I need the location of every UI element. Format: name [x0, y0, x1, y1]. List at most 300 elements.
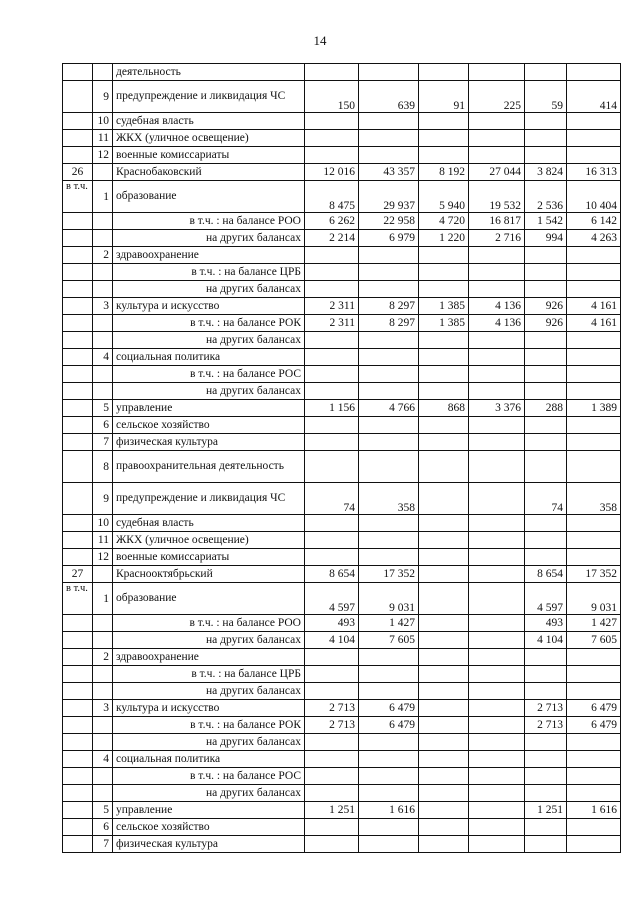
- category-label-cell: на других балансах: [113, 383, 305, 400]
- value-cell: [305, 666, 359, 683]
- value-cell: [419, 566, 469, 583]
- value-cell: 1 156: [305, 400, 359, 417]
- value-cell: [469, 566, 525, 583]
- table-row: [63, 366, 621, 383]
- value-cell: [359, 349, 419, 366]
- value-cell: 4 720: [419, 213, 469, 230]
- value-cell: 43 357: [359, 164, 419, 181]
- category-label-cell: предупреждение и ликвидация ЧС: [113, 81, 305, 113]
- value-cell: [567, 785, 621, 802]
- value-cell: [305, 130, 359, 147]
- value-cell: [419, 768, 469, 785]
- category-label-cell: на других балансах: [113, 332, 305, 349]
- row-number-cell: [63, 683, 93, 700]
- category-label-cell: предупреждение и ликвидация ЧС: [113, 483, 305, 515]
- value-cell: 4 597: [305, 583, 359, 615]
- value-cell: [305, 147, 359, 164]
- category-label-cell: управление: [113, 802, 305, 819]
- value-cell: [567, 64, 621, 81]
- value-cell: [567, 130, 621, 147]
- category-label-cell: на других балансах: [113, 683, 305, 700]
- value-cell: 6 142: [567, 213, 621, 230]
- sub-number-cell: 3: [93, 298, 113, 315]
- sub-number-cell: [93, 785, 113, 802]
- value-cell: 74: [305, 483, 359, 515]
- value-cell: [305, 836, 359, 853]
- sub-number-cell: 5: [93, 802, 113, 819]
- value-cell: 4 104: [525, 632, 567, 649]
- value-cell: 6 479: [567, 717, 621, 734]
- row-number-cell: [63, 264, 93, 281]
- sub-number-cell: 2: [93, 649, 113, 666]
- category-label-cell: образование: [113, 181, 305, 213]
- value-cell: [305, 515, 359, 532]
- value-cell: [419, 819, 469, 836]
- sub-number-cell: 9: [93, 81, 113, 113]
- value-cell: [419, 349, 469, 366]
- value-cell: [567, 332, 621, 349]
- value-cell: [567, 147, 621, 164]
- value-cell: 3 824: [525, 164, 567, 181]
- value-cell: [469, 264, 525, 281]
- value-cell: [469, 700, 525, 717]
- table-row: [63, 802, 621, 819]
- table-row: [63, 836, 621, 853]
- row-number-cell: [63, 113, 93, 130]
- value-cell: [419, 700, 469, 717]
- value-cell: [305, 649, 359, 666]
- value-cell: [359, 734, 419, 751]
- value-cell: [305, 113, 359, 130]
- sub-number-cell: [93, 566, 113, 583]
- value-cell: [359, 768, 419, 785]
- row-number-cell: [63, 451, 93, 483]
- value-cell: [419, 734, 469, 751]
- category-label-cell: здравоохранение: [113, 649, 305, 666]
- row-number-cell: [63, 417, 93, 434]
- row-number-cell: [63, 247, 93, 264]
- value-cell: [305, 434, 359, 451]
- sub-number-cell: [93, 64, 113, 81]
- value-cell: 1 427: [567, 615, 621, 632]
- value-cell: [469, 666, 525, 683]
- table-row: [63, 64, 621, 81]
- table-row: [63, 113, 621, 130]
- value-cell: [419, 434, 469, 451]
- sub-number-cell: 4: [93, 751, 113, 768]
- value-cell: [359, 532, 419, 549]
- value-cell: 225: [469, 81, 525, 113]
- value-cell: 2 713: [305, 717, 359, 734]
- category-label-cell: образование: [113, 583, 305, 615]
- table-row: [63, 298, 621, 315]
- category-label-cell: в т.ч. : на балансе РОС: [113, 366, 305, 383]
- table-row: [63, 332, 621, 349]
- value-cell: [567, 532, 621, 549]
- value-cell: [525, 366, 567, 383]
- value-cell: 91: [419, 81, 469, 113]
- value-cell: [305, 785, 359, 802]
- value-cell: 4 263: [567, 230, 621, 247]
- table-row: [63, 583, 621, 615]
- value-cell: [469, 434, 525, 451]
- value-cell: 10 404: [567, 181, 621, 213]
- value-cell: [419, 532, 469, 549]
- value-cell: [305, 819, 359, 836]
- value-cell: [469, 532, 525, 549]
- table-row: [63, 785, 621, 802]
- table-row: [63, 717, 621, 734]
- value-cell: [469, 147, 525, 164]
- value-cell: [525, 130, 567, 147]
- table-row: [63, 81, 621, 113]
- value-cell: [359, 264, 419, 281]
- category-label-cell: ЖКХ (уличное освещение): [113, 130, 305, 147]
- value-cell: [359, 785, 419, 802]
- value-cell: [359, 417, 419, 434]
- value-cell: 1 616: [567, 802, 621, 819]
- value-cell: 16 817: [469, 213, 525, 230]
- row-number-cell: [63, 549, 93, 566]
- value-cell: [525, 417, 567, 434]
- value-cell: [469, 130, 525, 147]
- value-cell: [469, 483, 525, 515]
- value-cell: [525, 247, 567, 264]
- value-cell: 414: [567, 81, 621, 113]
- value-cell: [359, 836, 419, 853]
- value-cell: [469, 247, 525, 264]
- value-cell: [469, 802, 525, 819]
- category-label-cell: сельское хозяйство: [113, 417, 305, 434]
- table-body: [63, 64, 621, 853]
- value-cell: [359, 515, 419, 532]
- sub-number-cell: [93, 768, 113, 785]
- value-cell: [567, 549, 621, 566]
- table-row: [63, 130, 621, 147]
- value-cell: [525, 451, 567, 483]
- row-number-cell: [63, 802, 93, 819]
- category-label-cell: на других балансах: [113, 632, 305, 649]
- value-cell: 22 958: [359, 213, 419, 230]
- value-cell: [469, 281, 525, 298]
- value-cell: [567, 734, 621, 751]
- value-cell: [359, 247, 419, 264]
- category-label-cell: физическая культура: [113, 434, 305, 451]
- value-cell: 358: [359, 483, 419, 515]
- value-cell: 4 161: [567, 315, 621, 332]
- sub-number-cell: [93, 366, 113, 383]
- value-cell: 8 297: [359, 315, 419, 332]
- table-row: [63, 483, 621, 515]
- value-cell: [305, 264, 359, 281]
- category-label-cell: культура и искусство: [113, 298, 305, 315]
- value-cell: 5 940: [419, 181, 469, 213]
- value-cell: [567, 515, 621, 532]
- value-cell: [359, 64, 419, 81]
- value-cell: [305, 366, 359, 383]
- category-label-cell: на других балансах: [113, 734, 305, 751]
- value-cell: [305, 451, 359, 483]
- value-cell: [419, 64, 469, 81]
- value-cell: [525, 768, 567, 785]
- value-cell: 2 214: [305, 230, 359, 247]
- value-cell: 868: [419, 400, 469, 417]
- value-cell: [419, 264, 469, 281]
- value-cell: 9 031: [359, 583, 419, 615]
- table-row: [63, 734, 621, 751]
- table-row: [63, 434, 621, 451]
- value-cell: 1 542: [525, 213, 567, 230]
- sub-number-cell: 6: [93, 819, 113, 836]
- sub-number-cell: [93, 164, 113, 181]
- value-cell: [305, 549, 359, 566]
- row-number-cell: [63, 230, 93, 247]
- value-cell: 1 251: [525, 802, 567, 819]
- value-cell: 4 136: [469, 315, 525, 332]
- value-cell: [525, 532, 567, 549]
- row-number-cell: [63, 434, 93, 451]
- value-cell: [469, 332, 525, 349]
- value-cell: 6 262: [305, 213, 359, 230]
- category-label-cell: на других балансах: [113, 785, 305, 802]
- sub-number-cell: [93, 615, 113, 632]
- row-number-cell: [63, 64, 93, 81]
- value-cell: [567, 366, 621, 383]
- row-number-cell: 27: [63, 566, 93, 583]
- table-row: [63, 615, 621, 632]
- value-cell: 8 654: [525, 566, 567, 583]
- value-cell: [419, 515, 469, 532]
- sub-number-cell: 12: [93, 147, 113, 164]
- value-cell: 6 479: [359, 717, 419, 734]
- row-number-cell: [63, 147, 93, 164]
- value-cell: [469, 383, 525, 400]
- value-cell: [525, 549, 567, 566]
- row-number-cell: [63, 768, 93, 785]
- value-cell: 4 136: [469, 298, 525, 315]
- sub-number-cell: 9: [93, 483, 113, 515]
- value-cell: [525, 785, 567, 802]
- value-cell: 4 597: [525, 583, 567, 615]
- value-cell: [359, 383, 419, 400]
- value-cell: [469, 751, 525, 768]
- value-cell: [419, 247, 469, 264]
- value-cell: [305, 751, 359, 768]
- row-number-cell: [63, 785, 93, 802]
- value-cell: [469, 683, 525, 700]
- value-cell: 8 475: [305, 181, 359, 213]
- row-number-cell: [63, 366, 93, 383]
- value-cell: 2 716: [469, 230, 525, 247]
- row-number-cell: [63, 213, 93, 230]
- value-cell: [469, 417, 525, 434]
- value-cell: [469, 768, 525, 785]
- category-label-cell: на других балансах: [113, 230, 305, 247]
- category-label-cell: военные комиссариаты: [113, 147, 305, 164]
- value-cell: [419, 836, 469, 853]
- sub-number-cell: 12: [93, 549, 113, 566]
- value-cell: [305, 383, 359, 400]
- category-label-cell: сельское хозяйство: [113, 819, 305, 836]
- value-cell: [525, 349, 567, 366]
- value-cell: 2 536: [525, 181, 567, 213]
- value-cell: [469, 451, 525, 483]
- value-cell: [525, 836, 567, 853]
- table-row: [63, 147, 621, 164]
- value-cell: 150: [305, 81, 359, 113]
- district-name-cell: Краснобаковский: [113, 164, 305, 181]
- value-cell: 12 016: [305, 164, 359, 181]
- value-cell: [469, 785, 525, 802]
- value-cell: 9 031: [567, 583, 621, 615]
- value-cell: [419, 583, 469, 615]
- sub-number-cell: [93, 383, 113, 400]
- value-cell: 2 713: [525, 700, 567, 717]
- table-row: [63, 230, 621, 247]
- sub-number-cell: 3: [93, 700, 113, 717]
- sub-number-cell: 1: [93, 181, 113, 213]
- value-cell: 1 385: [419, 315, 469, 332]
- category-label-cell: в т.ч. : на балансе ЦРБ: [113, 264, 305, 281]
- category-label-cell: социальная политика: [113, 751, 305, 768]
- table-row: [63, 532, 621, 549]
- category-label-cell: правоохранительная деятельность: [113, 451, 305, 483]
- value-cell: [359, 113, 419, 130]
- value-cell: 4 104: [305, 632, 359, 649]
- value-cell: [359, 666, 419, 683]
- sub-number-cell: 5: [93, 400, 113, 417]
- row-number-cell: [63, 281, 93, 298]
- sub-number-cell: 7: [93, 836, 113, 853]
- sub-number-cell: [93, 213, 113, 230]
- category-label-cell: физическая культура: [113, 836, 305, 853]
- value-cell: [305, 247, 359, 264]
- value-cell: [469, 64, 525, 81]
- table-row: [63, 417, 621, 434]
- value-cell: 2 713: [305, 700, 359, 717]
- value-cell: [469, 549, 525, 566]
- district-name-cell: Краснооктябрьский: [113, 566, 305, 583]
- row-number-cell: [63, 615, 93, 632]
- value-cell: 4 766: [359, 400, 419, 417]
- row-number-cell: [63, 734, 93, 751]
- value-cell: [419, 332, 469, 349]
- value-cell: [419, 717, 469, 734]
- value-cell: [419, 483, 469, 515]
- row-number-cell: [63, 717, 93, 734]
- row-number-cell: 26: [63, 164, 93, 181]
- row-number-cell: [63, 298, 93, 315]
- value-cell: [469, 819, 525, 836]
- value-cell: [419, 549, 469, 566]
- table-row: [63, 281, 621, 298]
- value-cell: [419, 785, 469, 802]
- row-number-cell: [63, 383, 93, 400]
- value-cell: [567, 434, 621, 451]
- value-cell: 2 311: [305, 298, 359, 315]
- value-cell: [469, 349, 525, 366]
- value-cell: [525, 113, 567, 130]
- value-cell: [525, 434, 567, 451]
- value-cell: 16 313: [567, 164, 621, 181]
- category-label-cell: управление: [113, 400, 305, 417]
- sub-number-cell: [93, 632, 113, 649]
- row-number-cell: [63, 130, 93, 147]
- value-cell: [419, 802, 469, 819]
- value-cell: [359, 451, 419, 483]
- table-row: [63, 566, 621, 583]
- row-number-cell: [63, 649, 93, 666]
- table-row: [63, 768, 621, 785]
- value-cell: [469, 734, 525, 751]
- value-cell: 1 251: [305, 802, 359, 819]
- value-cell: [525, 734, 567, 751]
- value-cell: 2 311: [305, 315, 359, 332]
- value-cell: 27 044: [469, 164, 525, 181]
- value-cell: [359, 549, 419, 566]
- value-cell: 358: [567, 483, 621, 515]
- sub-number-cell: [93, 666, 113, 683]
- value-cell: [305, 768, 359, 785]
- row-number-cell: [63, 700, 93, 717]
- value-cell: [469, 113, 525, 130]
- value-cell: [419, 383, 469, 400]
- sub-number-cell: 11: [93, 130, 113, 147]
- row-number-cell: [63, 81, 93, 113]
- value-cell: 994: [525, 230, 567, 247]
- value-cell: 3 376: [469, 400, 525, 417]
- sub-number-cell: [93, 332, 113, 349]
- value-cell: [567, 768, 621, 785]
- value-cell: 29 937: [359, 181, 419, 213]
- row-number-cell: [63, 819, 93, 836]
- page-number: 14: [313, 33, 327, 48]
- value-cell: 4 161: [567, 298, 621, 315]
- value-cell: 17 352: [567, 566, 621, 583]
- value-cell: 8 192: [419, 164, 469, 181]
- value-cell: [359, 649, 419, 666]
- table-row: [63, 349, 621, 366]
- table-row: [63, 666, 621, 683]
- value-cell: [469, 615, 525, 632]
- value-cell: [419, 130, 469, 147]
- table-row: [63, 683, 621, 700]
- value-cell: 6 479: [567, 700, 621, 717]
- table-row: [63, 819, 621, 836]
- value-cell: [419, 147, 469, 164]
- value-cell: [525, 147, 567, 164]
- value-cell: [359, 130, 419, 147]
- value-cell: 926: [525, 298, 567, 315]
- value-cell: [305, 734, 359, 751]
- sub-number-cell: [93, 683, 113, 700]
- value-cell: 1 616: [359, 802, 419, 819]
- table-row: [63, 649, 621, 666]
- value-cell: [359, 434, 419, 451]
- value-cell: [567, 417, 621, 434]
- sub-number-cell: [93, 264, 113, 281]
- sub-number-cell: 10: [93, 113, 113, 130]
- value-cell: [525, 751, 567, 768]
- value-cell: 1 385: [419, 298, 469, 315]
- value-cell: [567, 666, 621, 683]
- value-cell: [419, 281, 469, 298]
- category-label-cell: здравоохранение: [113, 247, 305, 264]
- value-cell: 2 713: [525, 717, 567, 734]
- value-cell: [525, 264, 567, 281]
- value-cell: 926: [525, 315, 567, 332]
- value-cell: 8 297: [359, 298, 419, 315]
